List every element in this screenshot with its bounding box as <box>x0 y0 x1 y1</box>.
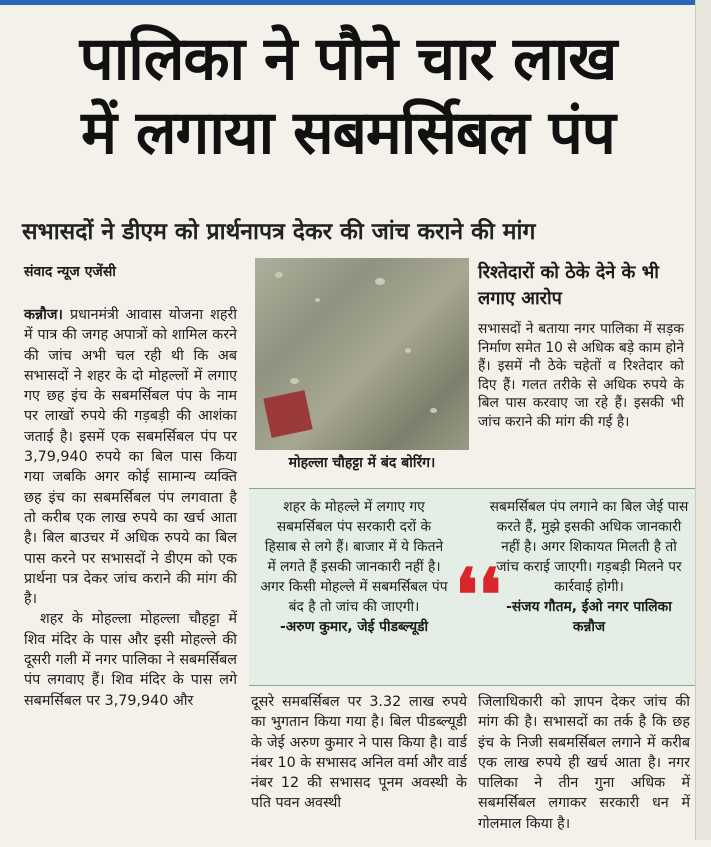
photo-detail <box>275 272 283 278</box>
byline: संवाद न्यूज एजेंसी <box>24 264 116 280</box>
left-column <box>24 305 237 711</box>
headline-line-2: में लगाया सबमर्सिबल पंप <box>81 98 615 168</box>
right-bottom-column: जिलाधिकारी को ज्ञापन देकर जांच की मांग की है। सभासदों का तर्क है कि छह इंच के निजी सबमर्सिबल लगाने में करीब एक लाख रुपये ही खर्च आता है। नगर पालिका ने तीन गुना अधिक में सबमर्सिबल लगाकर सरकारी धन में गोलमाल किया है। <box>478 694 690 832</box>
headline-line-1: पालिका ने पौने चार लाख <box>79 24 617 94</box>
top-bar <box>0 0 711 5</box>
right-column-text: सभासदों ने बताया नगर पालिका में सड़क निर्माण समेत 10 से अधिक बड़े काम होने हैं। इसमें नौ ठेके चहेतों व रिश्तेदार को दिए हैं। गलत तरीके से अधिक रुपये के बिल पास करवाए जा रहे हैं। इसकी भी जांच कराने की मांग की गई है। <box>478 321 684 430</box>
headline <box>18 22 678 170</box>
quote-right-attribution: -संजय गौतम, ईओ नगर पालिका कन्नौज <box>506 599 672 635</box>
photo-caption: मोहल्ला चौहट्टा में बंद बोरिंग। <box>255 450 469 476</box>
right-subhead: रिश्तेदारों को ठेके देने के भी लगाए आरोप <box>478 262 659 309</box>
left-para-1-text: प्रधानमंत्री आवास योजना शहरी में पात्र की जगह अपात्रों को शामिल करने की जांच अभी चल रही थी कि अब सभासदों ने शहर के दो मोहल्लों में लगाए गए छह इंच के सबमर्सिबल पंप के नाम पर लाखों रुपये की गड़बड़ी की आशंका जताई है। इसमें एक सबमर्सिबल पंप पर 3,79,940 रुपये का बिल पास किया गया जबकि अगर कोई सामान्य व्यक्ति छह इंच का सबमर्सिबल पंप लगवाता है तो करीब एक लाख रुपये का खर्च आता है। बिल बाउचर में अधिक रुपये का बिल पास करने पर सभासदों ने डीएम को एक प्रार्थना पत्र देकर जांच कराने की मांग की है। <box>24 307 237 608</box>
subheadline: सभासदों ने डीएम को प्रार्थनापत्र देकर की जांच कराने की मांग <box>22 219 536 245</box>
quote-right-text: सबमर्सिबल पंप लगाने का बिल जेई पास करते हैं, मुझे इसकी अधिक जानकारी नहीं है। अगर शिकायत मिलती है तो जांच कराई जाएगी। गड़बड़ी मिलने पर कार्रवाई होगी। <box>489 499 689 595</box>
photo-detail <box>290 378 299 384</box>
quote-mark-icon: ❛❛ <box>455 552 502 637</box>
photo-detail <box>430 408 437 413</box>
adjacent-page-edge <box>695 0 711 847</box>
left-para-2: शहर के मोहल्ला मोहल्ला चौहट्टा में शिव मंदिर के पास और इसी मोहल्ले की दूसरी गली में नगर पालिका ने सबमर्सिबल पंप लगवाए हैं। शिव मंदिर के पास लगे सबमर्सिबल पर 3,79,940 और <box>24 611 237 709</box>
middle-bottom-column: दूसरे समबर्सिबल पर 3.32 लाख रुपये का भुगतान किया गया है। बिल पीडब्ल्यूडी के जेई अरुण कुमार ने पास किया है। वार्ड नंबर 10 के सभासद अनिल वर्मा और वार्ड नंबर 12 की सभासद पूनम अवस्थी के पति पवन अवस्थी <box>251 694 467 812</box>
quote-left-attribution: -अरुण कुमार, जेई पीडब्ल्यूडी <box>279 619 429 635</box>
quote-box <box>249 488 697 686</box>
photo-brick <box>263 390 312 438</box>
photo-detail <box>405 348 411 353</box>
news-photo <box>255 258 469 450</box>
quote-left <box>259 497 449 637</box>
page-bottom-edge <box>0 840 711 847</box>
quote-right <box>489 497 689 637</box>
left-para-1 <box>24 305 237 609</box>
photo-detail <box>375 278 385 285</box>
dateline: कन्नौज। <box>24 307 63 323</box>
quote-left-text: शहर के मोहल्ले में लगाए गए सबमर्सिबल पंप सरकारी दरों के हिसाब से लगे हैं। बाजार में ये कितने में लगते हैं इसकी जानकारी नहीं है। अगर किसी मोहल्ले में सबमर्सिबल पंप बंद है तो जांच की जाएगी। <box>260 499 448 615</box>
photo-detail <box>315 298 320 302</box>
